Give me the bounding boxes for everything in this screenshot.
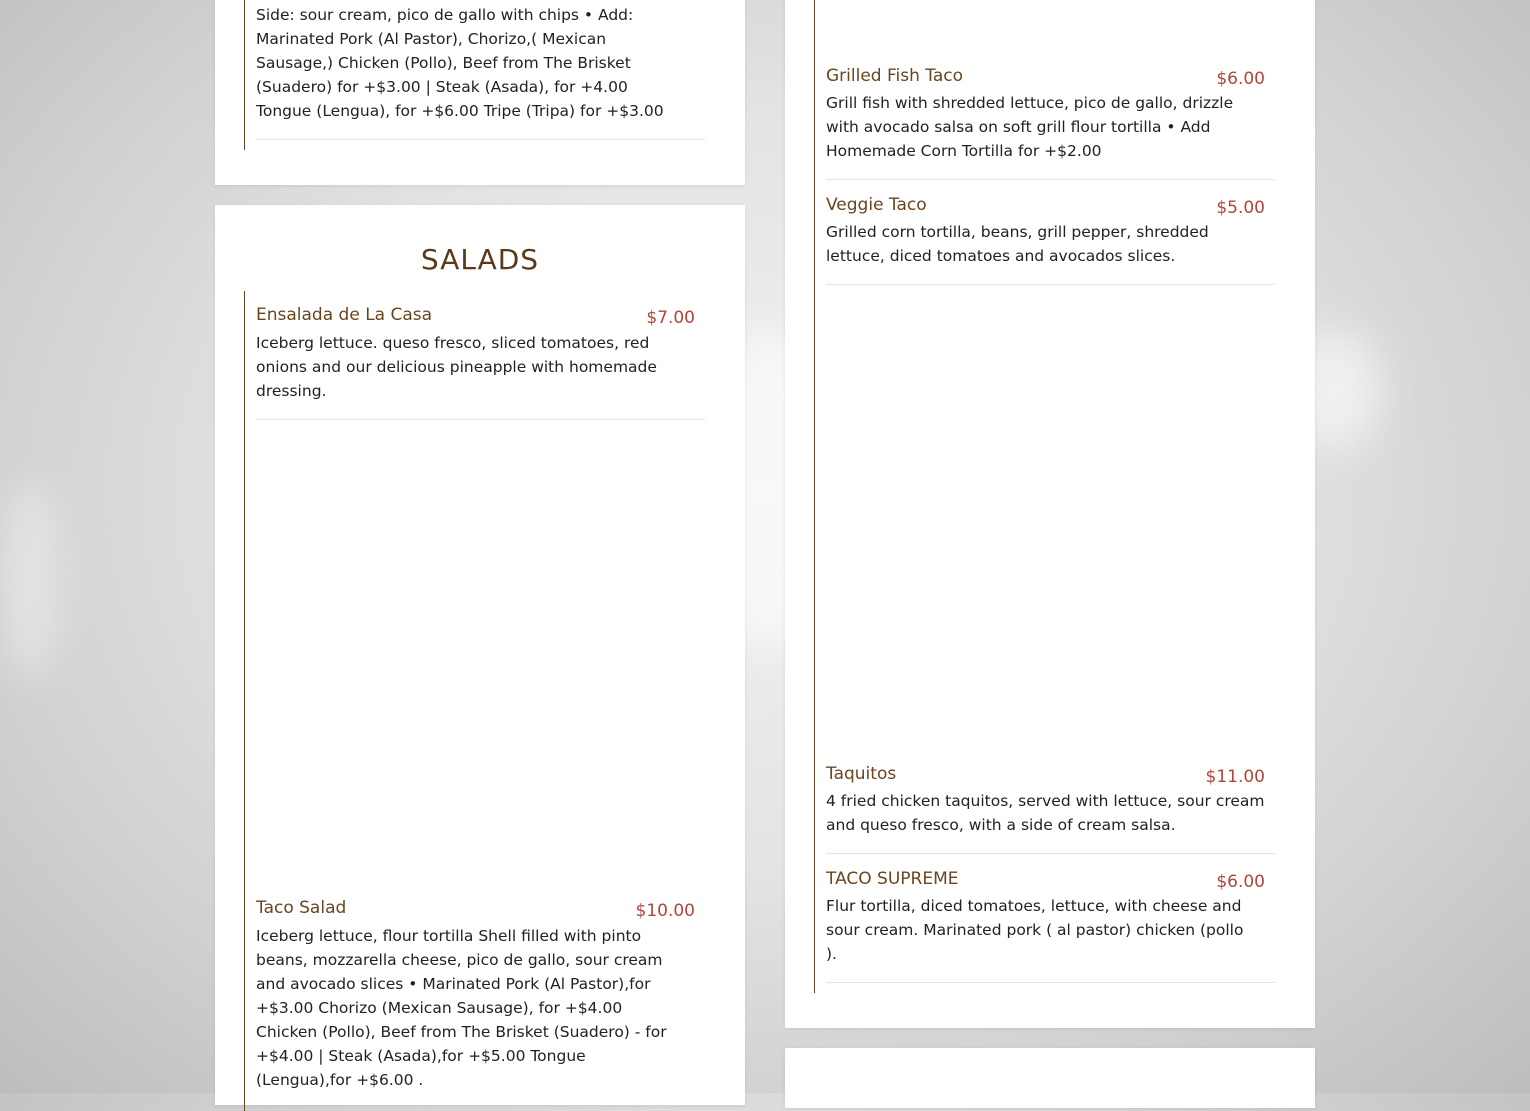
item-price: $5.00: [1216, 198, 1265, 218]
item-description: 4 fried chicken taquitos, served with lettuce, sour cream and queso fresco, with a side of cream salsa.: [826, 792, 1265, 834]
accent-line: [244, 0, 245, 150]
item-name: TACO SUPREME: [826, 869, 959, 889]
menu-card-next: [785, 1048, 1315, 1108]
item-divider: [256, 139, 705, 140]
accent-line: [814, 0, 815, 993]
item-name: Veggie Taco: [826, 195, 927, 215]
item-divider: [826, 853, 1275, 854]
item-name: Taquitos: [826, 764, 897, 784]
item-name: Ensalada de La Casa: [256, 305, 433, 325]
item-price: $6.00: [1216, 872, 1265, 892]
item-divider: [826, 179, 1275, 180]
item-divider: [256, 419, 705, 420]
item-name: Taco Salad: [256, 898, 347, 918]
item-price: $6.00: [1216, 69, 1265, 89]
menu-card-left-top: [215, 0, 745, 185]
item-description: Grilled corn tortilla, beans, grill pepper, shredded lettuce, diced tomatoes and avocados slices.: [826, 223, 1209, 265]
item-description: Side: sour cream, pico de gallo with chips • Add: Marinated Pork (Al Pastor), Chorizo,( Mexican Sausage,) Chicken (Pollo), Beef from The Brisket (Suadero) for +$3.00 | Steak (Asada), for +4.00 Tongue (Lengua), for +$6.00 Tripe (Tripa) for +$3.00: [256, 6, 664, 120]
item-description: Iceberg lettuce. queso fresco, sliced tomatoes, red onions and our delicious pineapple with homemade dressing.: [256, 334, 657, 400]
item-divider: [826, 284, 1275, 285]
item-name: Grilled Fish Taco: [826, 66, 964, 86]
accent-line: [244, 291, 245, 1111]
section-title: SALADS: [420, 243, 540, 276]
menu-card-salads: [215, 205, 745, 1105]
menu-card-tacos: [785, 0, 1315, 1028]
item-divider: [826, 982, 1275, 983]
item-description: Iceberg lettuce, flour tortilla Shell filled with pinto beans, mozzarella cheese, pico de gallo, sour cream and avocado slices • Marinated Pork (Al Pastor),for +$3.00 Chorizo (Mexican Sausage), for +$4.00 Chicken (Pollo), Beef from The Brisket (Suadero) - for +$4.00 | Steak (Asada),for +$5.00 Tongue (Lengua),for +$6.00 .: [256, 927, 667, 1089]
item-price: $7.00: [646, 308, 695, 328]
item-description: Flur tortilla, diced tomatoes, lettuce, with cheese and sour cream. Marinated pork ( al pastor) chicken (pollo ).: [826, 897, 1244, 963]
item-price: $10.00: [635, 901, 695, 921]
background-blur: [0, 480, 60, 680]
item-description: Grill fish with shredded lettuce, pico de gallo, drizzle with avocado salsa on soft grill flour tortilla • Add Homemade Corn Tortilla for +$2.00: [826, 94, 1234, 160]
item-price: $11.00: [1205, 767, 1265, 787]
